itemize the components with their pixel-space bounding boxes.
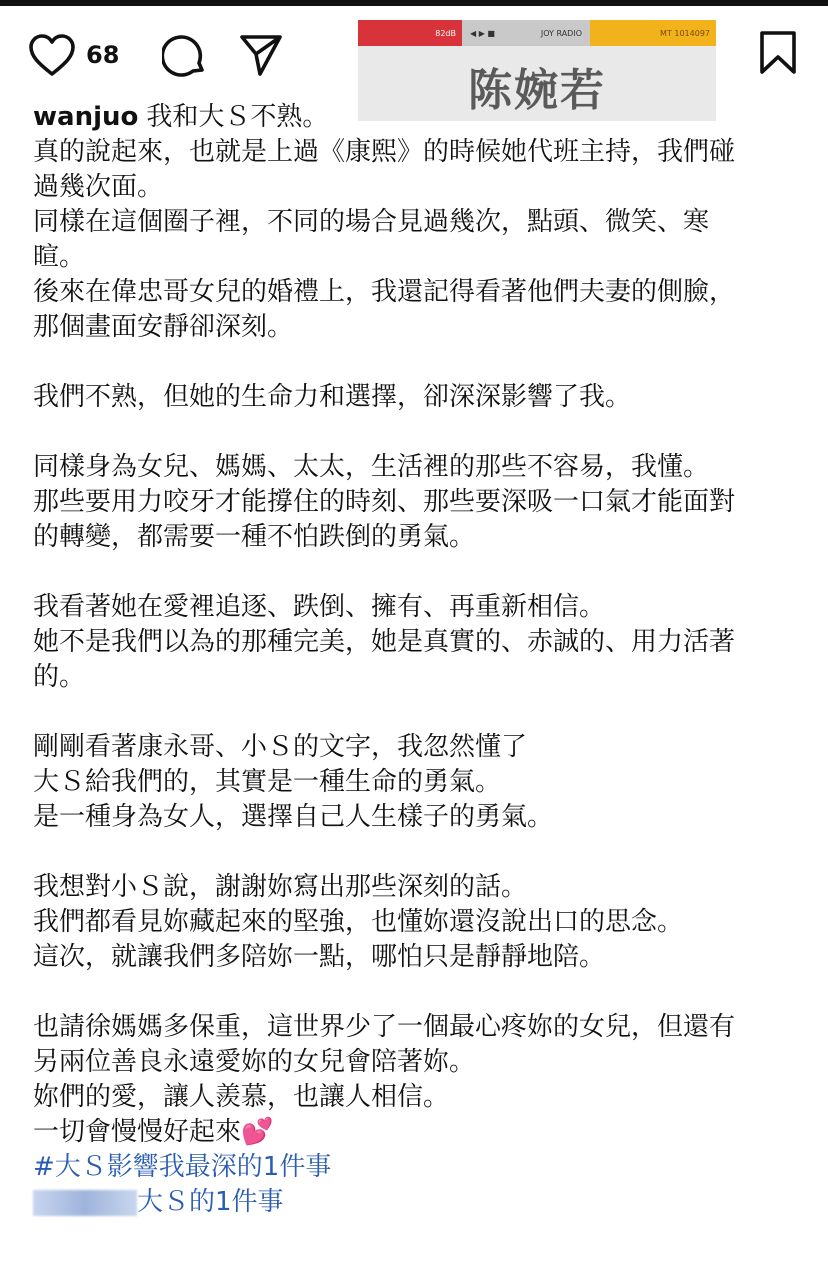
radio-level: 82dB [358,20,462,46]
caption-line: 過幾次面。 [33,172,164,202]
watermark-name: 陈婉若 [468,65,606,116]
hashtag-link[interactable]: #大Ｓ影響我最深的1件事 [33,1152,332,1182]
caption-paragraph [33,730,803,835]
hashtag-link-partial[interactable] [33,1185,803,1220]
caption-paragraph [33,380,803,415]
bookmark-icon[interactable] [758,30,798,76]
username[interactable]: wanjuo [33,102,139,132]
caption-line: 同樣在這個圈子裡，不同的場合見過幾次，點頭、微笑、寒 [33,207,710,237]
caption-line: 我們不熟，但她的生命力和選擇，卻深深影響了我。 [33,382,632,412]
heart-icon[interactable] [28,33,76,77]
share-icon[interactable] [238,32,284,78]
caption-line: 後來在偉忠哥女兒的婚禮上，我還記得看著他們夫妻的側臉， [33,277,736,307]
caption-line: 的轉變，都需要一種不怕跌倒的勇氣。 [33,522,476,552]
closing-line [33,1115,803,1150]
caption-first-paragraph [33,100,803,345]
caption-line: 暄。 [33,242,86,272]
caption-line: 大Ｓ給我們的，其實是一種生命的勇氣。 [33,767,502,797]
post-caption [33,100,803,1220]
caption-line: 我想對小Ｓ說，謝謝妳寫出那些深刻的話。 [33,872,528,902]
like-count: 68 [86,41,120,69]
caption-line: 另兩位善良永遠愛妳的女兒會陪著妳。 [33,1047,476,1077]
comment-icon[interactable] [162,32,208,78]
caption-line: 她不是我們以為的那種完美，她是真實的、赤誠的、用力活著 [33,627,736,657]
caption-paragraph [33,870,803,975]
top-edge-bar [0,0,828,6]
two-hearts-icon: 💕 [241,1117,274,1147]
caption-closing [33,1115,803,1220]
radio-code: MT 1014097 [590,20,716,46]
caption-line: 那些要用力咬牙才能撐住的時刻、那些要深吸一口氣才能面對 [33,487,736,517]
caption-line: 的。 [33,662,86,692]
caption-line: 也請徐媽媽多保重，這世界少了一個最心疼妳的女兒，但還有 [33,1012,736,1042]
caption-paragraph [33,590,803,695]
blurred-overlay [33,1190,137,1216]
caption-line: 那個畫面安靜卻深刻。 [33,312,294,342]
radio-station-label: JOY RADIO [540,28,582,38]
caption-line: 是一種身為女人，選擇自己人生樣子的勇氣。 [33,802,554,832]
caption-line: 我看著她在愛裡追逐、跌倒、擁有、再重新相信。 [33,592,606,622]
caption-line: 真的說起來，也就是上過《康熙》的時候她代班主持，我們碰 [33,137,736,167]
caption-line: 這次，就讓我們多陪妳一點，哪怕只是靜靜地陪。 [33,942,606,972]
caption-line: 同樣身為女兒、媽媽、太太，生活裡的那些不容易，我懂。 [33,452,710,482]
post-action-bar [28,30,284,80]
radio-status-bar [358,20,716,46]
caption-line: 妳們的愛，讓人羨慕，也讓人相信。 [33,1082,450,1112]
caption-first-line-text: 我和大Ｓ不熟。 [146,102,329,132]
closing-text: 一切會慢慢好起來 [33,1117,242,1147]
caption-first-line [33,100,803,135]
caption-paragraph [33,1010,803,1115]
hashtag-partial-text: 大Ｓ的1件事 [137,1187,284,1217]
radio-station [462,20,590,46]
caption-line: 我們都看見妳藏起來的堅強，也懂妳還沒說出口的思念。 [33,907,684,937]
play-controls-icon: ◀ ▶ ■ [470,28,495,38]
caption-line: 剛剛看著康永哥、小Ｓ的文字，我忽然懂了 [33,732,528,762]
caption-paragraph [33,450,803,555]
